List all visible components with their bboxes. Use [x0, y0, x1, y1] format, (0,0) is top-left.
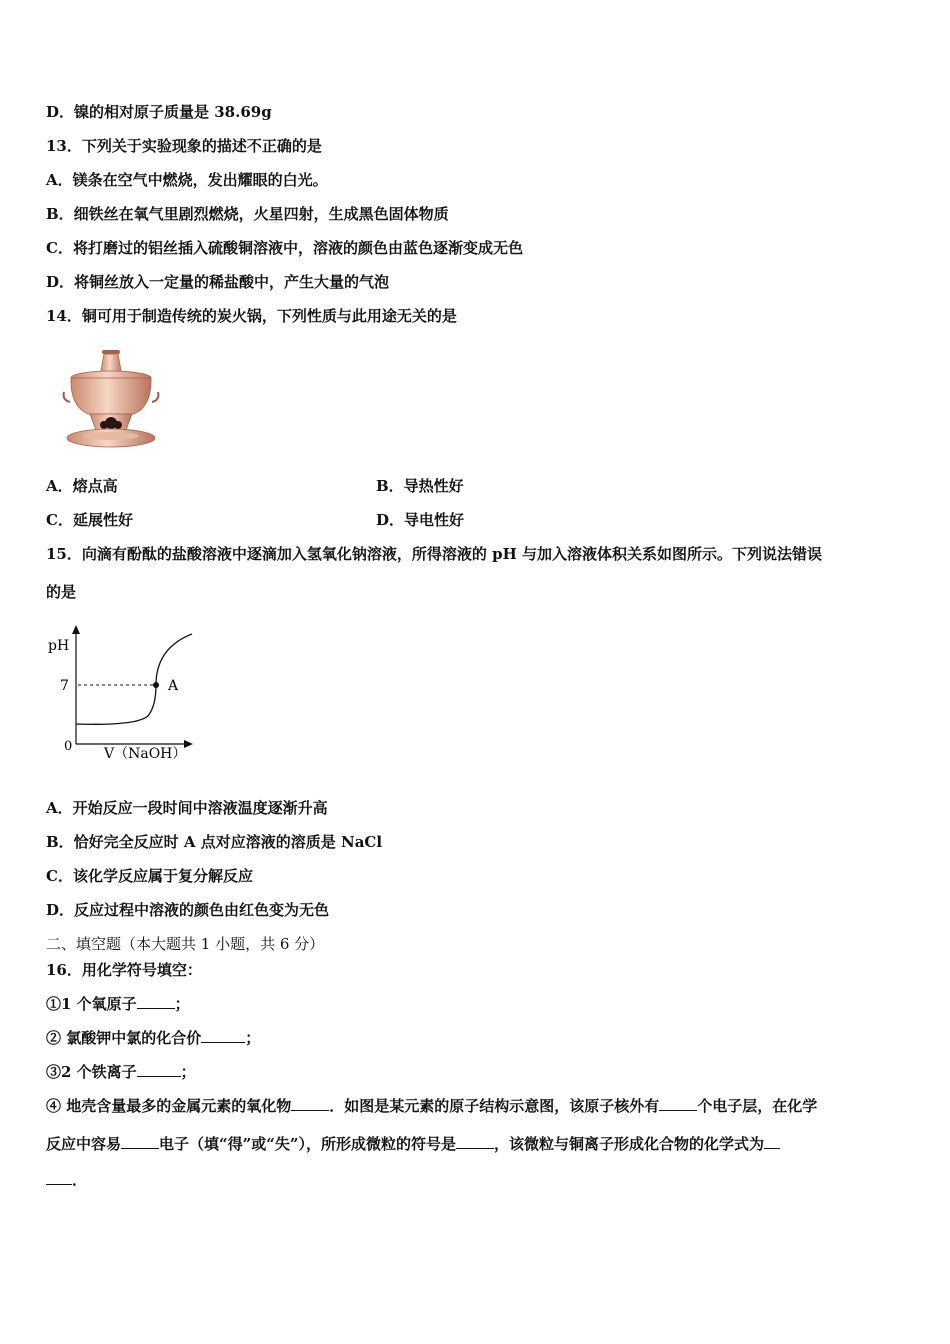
q16-part-3: ③2 个铁离子 ；: [46, 1063, 196, 1081]
q15-option-a: A．开始反应一段时间中溶液温度逐渐升高: [46, 799, 328, 817]
q16-part-4-line1: ④ 地壳含量最多的金属元素的氧化物 ．如图是某元素的原子结构示意图，该原子核外有 个电子层，在化学: [46, 1097, 818, 1115]
q16-part-4-line2: 反应中容易 电子（填“得”或“失”），所形成微粒的符号是 ，该微粒与铜离子形成化合物的化学式为: [46, 1134, 780, 1154]
q12-option-d: D．镍的相对原子质量是 38.69g: [46, 103, 272, 121]
q14-option-c: C．延展性好: [46, 511, 133, 529]
q15-option-c: C．该化学反应属于复分解反应: [46, 867, 253, 885]
origin-label: 0: [64, 739, 73, 754]
answer-blank[interactable]: [659, 1096, 697, 1111]
q15-stem-line2: 的是: [46, 583, 77, 601]
section-2-title: 二、填空题（本大题共 1 小题，共 6 分）: [46, 935, 325, 953]
q16-part-4-line3: ．: [46, 1170, 87, 1190]
answer-blank[interactable]: [456, 1134, 494, 1149]
q13-option-b: B．细铁丝在氧气里剧烈燃烧，火星四射，生成黑色固体物质: [46, 205, 449, 223]
answer-blank[interactable]: [137, 1062, 181, 1077]
answer-blank[interactable]: [201, 1028, 245, 1043]
q13-option-a: A．镁条在空气中燃烧，发出耀眼的白光。: [46, 171, 328, 189]
q16-part-2: ② 氯酸钾中氯的化合价 ；: [46, 1029, 261, 1047]
ph-titration-graph: [40, 620, 210, 770]
q13-option-c: C．将打磨过的铝丝插入硫酸铜溶液中，溶液的颜色由蓝色逐渐变成无色: [46, 239, 523, 257]
answer-blank-continued[interactable]: [46, 1170, 72, 1185]
q14-option-d: D．导电性好: [376, 511, 465, 529]
q16-part-1: ①1 个氧原子 ；: [46, 995, 190, 1013]
q15-stem-line1: 15．向滴有酚酞的盐酸溶液中逐滴加入氢氧化钠溶液，所得溶液的 pH 与加入溶液体积关系如图所示。下列说法错误: [46, 545, 822, 563]
q15-option-b: B．恰好完全反应时 A 点对应溶液的溶质是 NaCl: [46, 833, 383, 851]
q13-stem: 13．下列关于实验现象的描述不正确的是: [46, 137, 322, 155]
q13-option-d: D．将铜丝放入一定量的稀盐酸中，产生大量的气泡: [46, 273, 390, 291]
answer-blank[interactable]: [137, 994, 175, 1009]
point-a: [153, 682, 159, 688]
point-a-label: A: [168, 678, 179, 694]
copper-hotpot-image: [58, 346, 170, 454]
answer-blank[interactable]: [764, 1134, 780, 1149]
answer-blank[interactable]: [291, 1096, 329, 1111]
y-tick-7: 7: [60, 678, 69, 694]
x-axis-label: V（NaOH）: [104, 746, 187, 762]
q14-option-a: A．熔点高: [46, 477, 118, 495]
q14-stem: 14．铜可用于制造传统的炭火锅，下列性质与此用途无关的是: [46, 307, 457, 325]
q16-stem: 16．用化学符号填空：: [46, 961, 202, 979]
y-axis-label: pH: [48, 638, 70, 654]
answer-blank[interactable]: [121, 1134, 159, 1149]
y-axis-arrow-icon: [72, 625, 80, 634]
q14-option-b: B．导热性好: [376, 477, 464, 495]
q15-option-d: D．反应过程中溶液的颜色由红色变为无色: [46, 901, 330, 919]
